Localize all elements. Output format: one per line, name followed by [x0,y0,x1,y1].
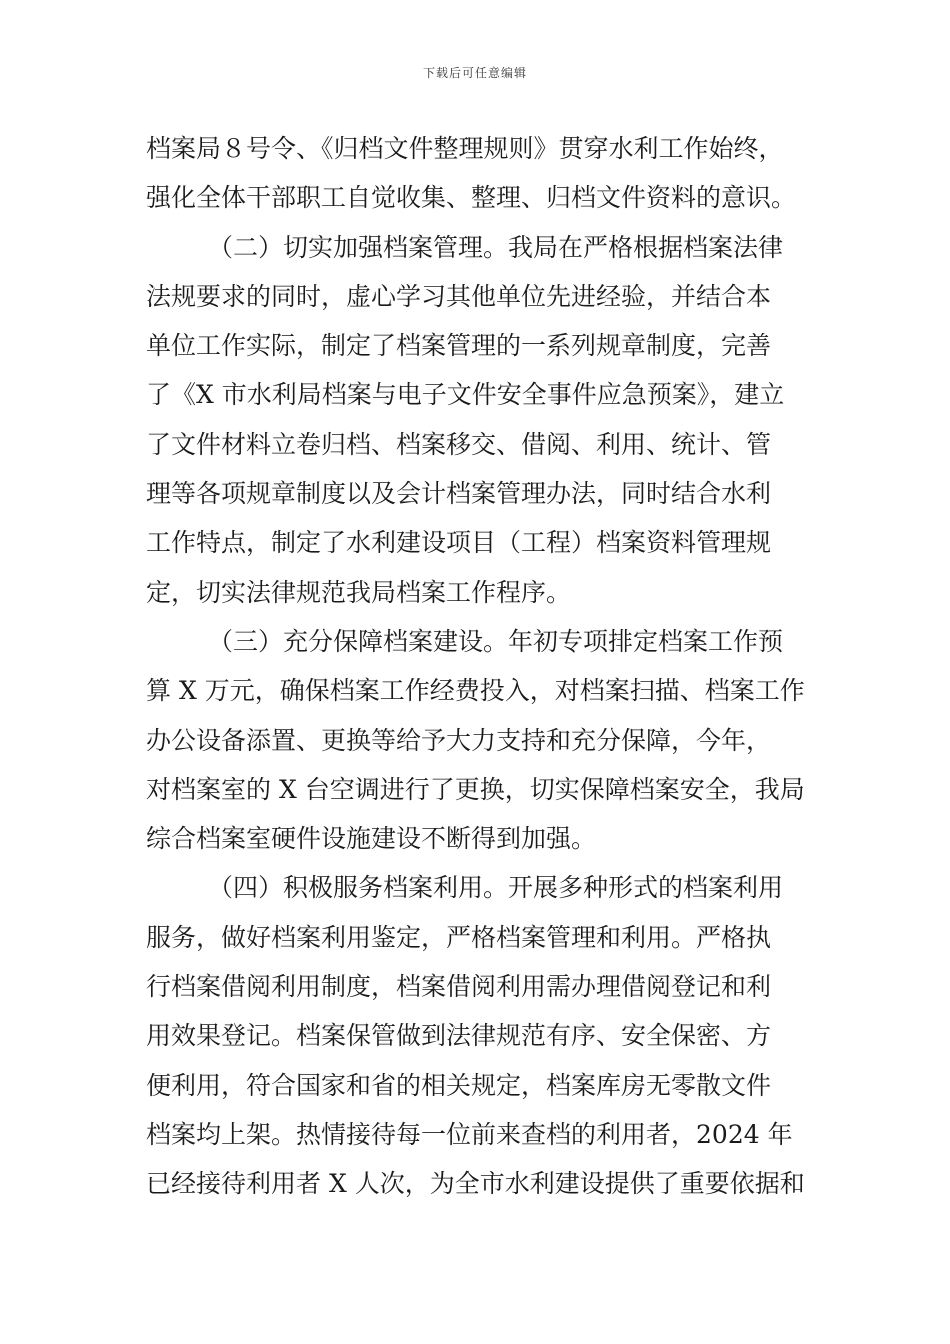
text-line: 了《X 市水利局档案与电子文件安全事件应急预案》，建立 [146,380,785,410]
text-line: 理等各项规章制度以及会计档案管理办法，同时结合水利 [146,479,772,509]
text-line: 单位工作实际，制定了档案管理的一系列规章制度，完善 [146,331,772,361]
text-line: 算 X 万元，确保档案工作经费投入，对档案扫描、档案工作 [146,676,805,706]
text-line: 档案局８号令、《归档文件整理规则》贯穿水利工作始终， [146,134,784,163]
text-line: 办公设备添置、更换等给予大力支持和充分保障，今年， [146,725,772,755]
paragraph-start-line: （四）积极服务档案利用。开展多种形式的档案利用 [208,873,784,903]
text-line: 服务，做好档案利用鉴定，严格档案管理和利用。严格执 [146,922,772,952]
text-line: 强化全体干部职工自觉收集、整理、归档文件资料的意识。 [146,183,797,213]
text-line: 对档案室的 X 台空调进行了更换，切实保障档案安全，我局 [146,774,805,804]
text-line: 综合档案室硬件设施建设不断得到加强。 [146,824,597,854]
text-line: 工作特点，制定了水利建设项目（工程）档案资料管理规 [146,528,772,558]
text-line: 已经接待利用者 X 人次，为全市水利建设提供了重要依据和 [146,1169,805,1199]
paragraph-start-line: （二）切实加强档案管理。我局在严格根据档案法律 [208,232,784,262]
text-line: 用效果登记。档案保管做到法律规范有序、安全保密、方 [146,1021,772,1051]
document-body [146,124,806,1209]
text-line: 定，切实法律规范我局档案工作程序。 [146,577,572,607]
text-line: 了文件材料立卷归档、档案移交、借阅、利用、统计、管 [146,429,772,459]
text-line: 档案均上架。热情接待每一位前来查档的利用者，2024 年 [146,1119,793,1149]
text-line: 法规要求的同时，虚心学习其他单位先进经验，并结合本 [146,281,772,311]
text-line: 便利用，符合国家和省的相关规定，档案库房无零散文件 [146,1070,772,1100]
text-line: 行档案借阅利用制度，档案借阅利用需办理借阅登记和利 [146,972,772,1002]
paragraph-start-line: （三）充分保障档案建设。年初专项排定档案工作预 [208,626,784,656]
page-header: 下载后可任意编辑 [422,66,527,80]
